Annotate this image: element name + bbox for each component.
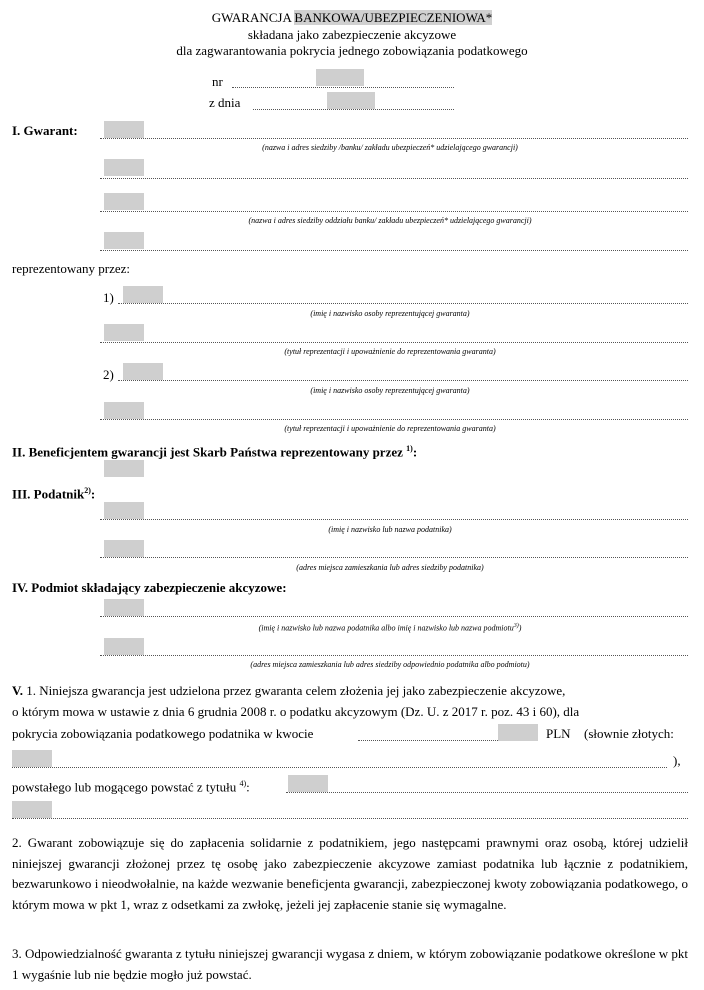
date-label: z dnia — [209, 95, 241, 110]
liability-title-text: powstałego lub mogącego powstać z tytułu — [12, 779, 237, 795]
taxpayer-colon: : — [90, 486, 96, 502]
title-highlight: BANKOWA/UBEZPIECZENIOWA* — [294, 10, 493, 25]
liability-title-colon: : — [246, 779, 250, 795]
title-prefix: GWARANCJA — [211, 10, 295, 25]
submitter-address-field[interactable] — [104, 638, 144, 655]
section5-paragraph-2: 2. Gwarant zobowiązuje się do zapłacenia solidarnie z podatnikiem, jego następcami prawnymi oraz osobą, której udzielił niniejszej gwarancji złożonej przez tę osobę jako zabezpieczenie akcyzowe zamiast podatnika lub łącznie z podatnikiem, bezwarunkowo i nieodwołalnie, na każde wezwanie beneficjenta gwarancji, zabezpieczonej kwoty zobowiązania podatkowego, o którym mowa w pkt 1, wraz z odsetkami za zwłokę, jeżeli jej zapłacenie stanie się wymagalne. — [12, 835, 688, 912]
guarantor-heading: I. Gwarant: — [12, 123, 78, 138]
taxpayer-address-line — [100, 557, 688, 558]
rep1-name-field[interactable] — [123, 286, 163, 303]
branch-line-2 — [100, 250, 688, 251]
rep2-name-field[interactable] — [123, 363, 163, 380]
submitter-name-note — [170, 621, 610, 634]
taxpayer-address-note: (adres miejsca zamieszkania lub adres siedziby podatnika) — [296, 563, 484, 572]
guarantor-name-field[interactable] — [104, 121, 144, 138]
guarantor-line-2 — [100, 178, 688, 179]
document-title — [0, 10, 704, 26]
section5-paragraph-3: 3. Odpowiedzialność gwaranta z tytułu niniejszej gwarancji wygasa z dniem, w którym zobowiązanie podatkowe określone w pkt 1 wygaśnie lub nie będzie mogło już powstać. — [12, 946, 688, 982]
amount-field[interactable] — [498, 724, 538, 741]
rep2-title-field[interactable] — [104, 402, 144, 419]
beneficiary-footnote: 1) — [406, 444, 413, 453]
rep1-title-line — [100, 342, 688, 343]
guarantor-line-1 — [100, 138, 688, 139]
liability-title-field[interactable] — [288, 775, 328, 792]
rep2-title-line — [100, 419, 688, 420]
liability-title-line-2 — [12, 818, 688, 819]
taxpayer-name-field[interactable] — [104, 502, 144, 519]
section5-line1 — [12, 683, 692, 699]
beneficiary-heading — [12, 441, 417, 460]
submitter-address-note: (adres miejsca zamieszkania lub adres siedziby odpowiednio podatnika albo podmiotu) — [250, 660, 530, 669]
taxpayer-name-line — [100, 519, 688, 520]
amount-words-field[interactable] — [12, 750, 52, 767]
rep2-name-note: (imię i nazwisko osoby reprezentującej gwaranta) — [310, 386, 470, 395]
rep1-number: 1) — [103, 290, 114, 305]
submitter-heading: IV. Podmiot składający zabezpieczenie akcyzowe: — [12, 580, 287, 595]
title-line-2: składana jako zabezpieczenie akcyzowe — [247, 27, 457, 42]
guarantor-note-1: (nazwa i adres siedziby /banku/ zakładu ubezpieczeń* udzielającego gwarancji) — [262, 143, 518, 152]
taxpayer-text: III. Podatnik — [12, 486, 85, 502]
rep1-title-note: (tytuł reprezentacji i upoważnienie do reprezentowania gwaranta) — [284, 347, 496, 356]
rep2-name-line — [118, 380, 688, 381]
submitter-note-text: (imię i nazwisko lub nazwa podatnika albo imię i nazwisko lub nazwa podmiotu — [258, 623, 514, 633]
beneficiary-colon: : — [412, 444, 418, 460]
beneficiary-field[interactable] — [104, 460, 144, 477]
date-line — [253, 109, 454, 110]
taxpayer-name-note: (imię i nazwisko lub nazwa podatnika) — [328, 525, 452, 534]
liability-title-label — [12, 776, 250, 795]
submitter-address-line — [100, 655, 688, 656]
taxpayer-footnote: 2) — [84, 486, 91, 495]
submitter-name-line — [100, 616, 688, 617]
section5-roman: V. — [12, 683, 23, 698]
title-line-3: dla zagwarantowania pokrycia jednego zobowiązania podatkowego — [176, 43, 528, 58]
section5-p1-line3: pokrycia zobowiązania podatkowego podatnika w kwocie — [12, 726, 314, 741]
submitter-note-footnote: 3) — [513, 623, 519, 629]
branch-address-field[interactable] — [104, 232, 144, 249]
rep2-number: 2) — [103, 367, 114, 382]
rep2-title-note: (tytuł reprezentacji i upoważnienie do reprezentowania gwaranta) — [284, 424, 496, 433]
liability-title-line — [286, 792, 688, 793]
submitter-note-close: ) — [518, 623, 522, 633]
rep1-name-line — [118, 303, 688, 304]
date-field[interactable] — [327, 92, 375, 109]
amount-words-close: ), — [673, 753, 681, 768]
represented-by-label: reprezentowany przez: — [12, 261, 131, 276]
taxpayer-heading — [12, 483, 95, 502]
taxpayer-address-field[interactable] — [104, 540, 144, 557]
section5-p1-line1: 1. Niniejsza gwarancja jest udzielona przez gwaranta celem złożenia jej jako zabezpieczenie akcyzowe, — [26, 683, 566, 698]
nr-field[interactable] — [316, 69, 364, 86]
currency-label: PLN — [546, 726, 571, 741]
rep1-name-note: (imię i nazwisko osoby reprezentującej gwaranta) — [310, 309, 470, 318]
branch-name-field[interactable] — [104, 193, 144, 210]
amount-words-line — [12, 767, 667, 768]
nr-label: nr — [212, 74, 223, 89]
branch-line-1 — [100, 211, 688, 212]
branch-note: (nazwa i adres siedziby oddziału banku/ zakładu ubezpieczeń* udzielającego gwarancji) — [248, 216, 532, 225]
nr-line — [232, 87, 454, 88]
beneficiary-text: II. Beneficjentem gwarancji jest Skarb Państwa reprezentowany przez — [12, 444, 407, 460]
section5-p1-line2: o którym mowa w ustawie z dnia 6 grudnia 2008 r. o podatku akcyzowym (Dz. U. z 2017 r. poz. 43 i 60), dla — [12, 704, 580, 719]
submitter-name-field[interactable] — [104, 599, 144, 616]
rep1-title-field[interactable] — [104, 324, 144, 341]
guarantor-address-field[interactable] — [104, 159, 144, 176]
liability-title-field-2[interactable] — [12, 801, 52, 818]
liability-title-footnote: 4) — [239, 779, 247, 788]
amount-words-label: (słownie złotych: — [584, 726, 674, 741]
